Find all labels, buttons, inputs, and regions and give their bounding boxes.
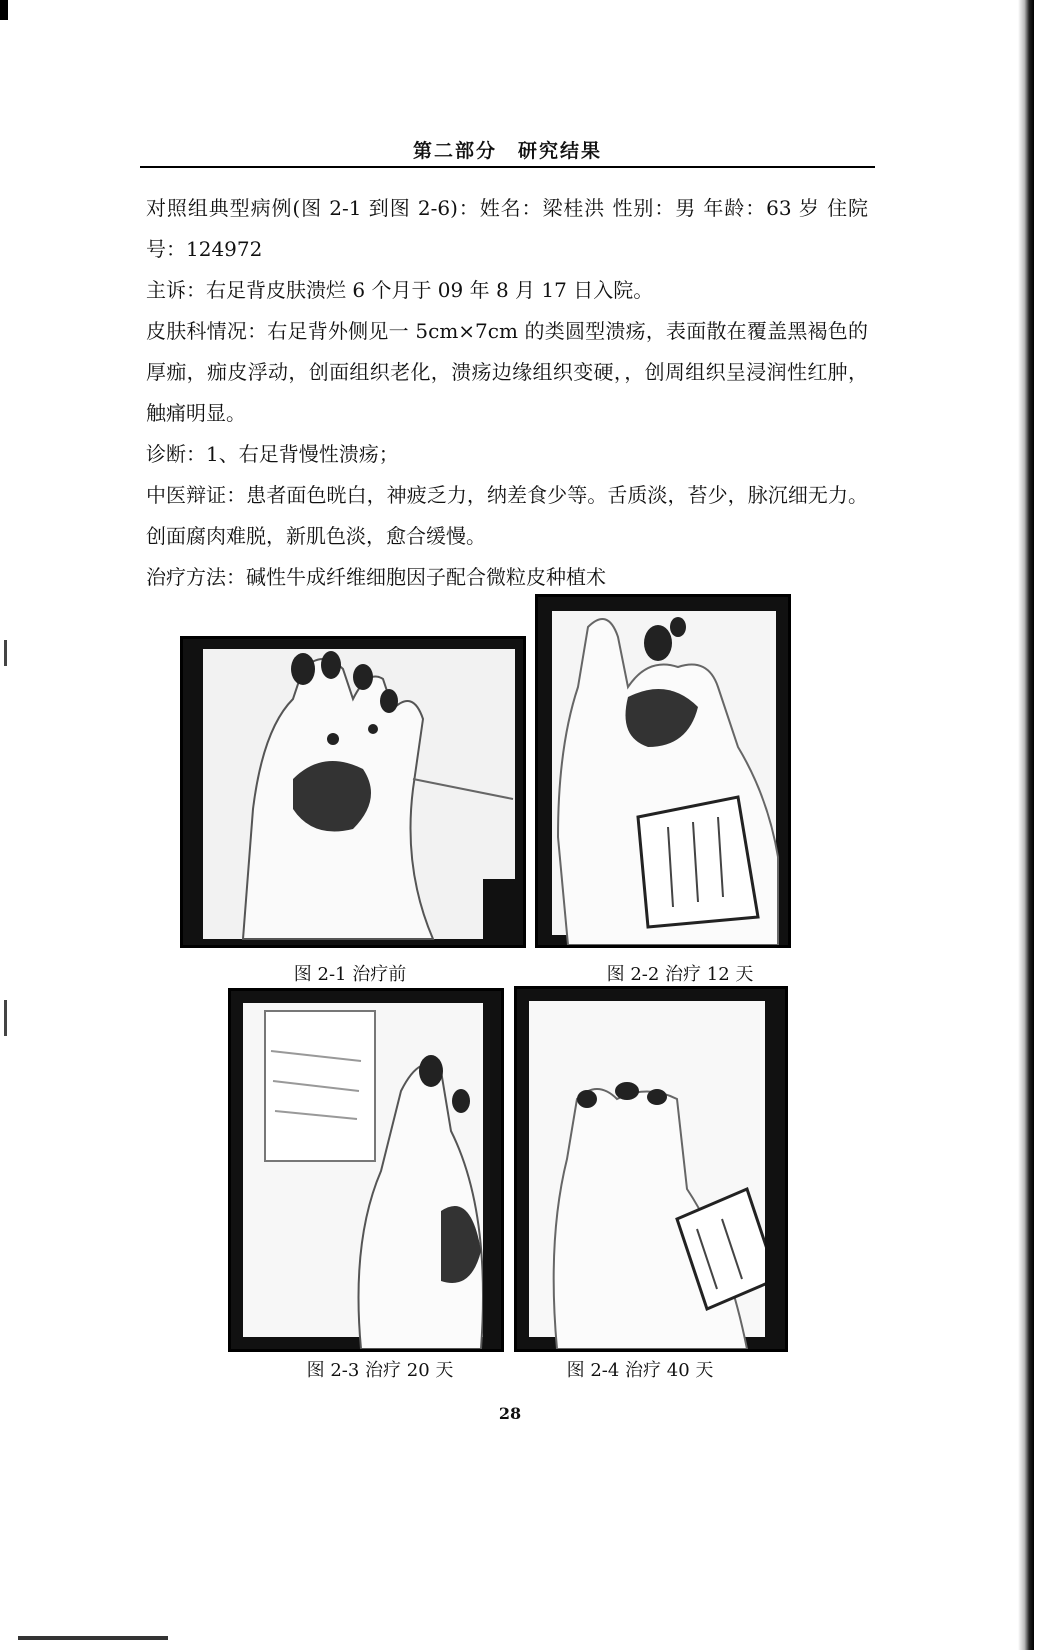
figure-caption-4: 图 2-4 治疗 40 天 xyxy=(566,1360,714,1381)
page-number: 28 xyxy=(498,1404,522,1423)
treatment-paragraph: 治疗方法：碱性牛成纤维细胞因子配合微粒皮种植术 xyxy=(146,565,606,589)
figure-photo-1 xyxy=(180,636,526,948)
chief-complaint-paragraph: 主诉：右足背皮肤溃烂 6 个月于 09 年 8 月 17 日入院。 xyxy=(146,278,654,302)
tcm-paragraph: 中医辩证：患者面色晄白，神疲乏力，纳差食少等。舌质淡，苔少，脉沉细无力。创面腐肉难脱，新肌色淡，愈合缓慢。 xyxy=(146,483,868,548)
case-intro-paragraph: 对照组典型病例(图 2-1 到图 2-6)：姓名：梁桂洪 性别：男 年龄：63 岁 住院号：124972 xyxy=(146,196,868,261)
figure-caption-1: 图 2-1 治疗前 xyxy=(293,964,407,985)
figure-photo-4 xyxy=(514,986,788,1352)
scan-edge xyxy=(18,1636,168,1640)
scan-mark xyxy=(4,1000,7,1036)
header-rule xyxy=(140,166,875,168)
dermatology-paragraph: 皮肤科情况：右足背外侧见一 5cm×7cm 的类圆型溃疡，表面散在覆盖黑褐色的厚痂，痂皮浮动，创面组织老化，溃疡边缘组织变硬，，创周组织呈浸润性红肿，触痛明显。 xyxy=(146,319,868,425)
diagnosis-paragraph: 诊断：1、右足背慢性溃疡； xyxy=(146,442,399,466)
running-header: 第二部分 研究结果 xyxy=(412,140,602,162)
case-description xyxy=(146,188,868,598)
scan-edge xyxy=(1018,0,1034,1650)
figure-photo-2 xyxy=(535,594,791,948)
figure-caption-2: 图 2-2 治疗 12 天 xyxy=(606,964,754,985)
figure-photo-3 xyxy=(228,988,504,1352)
scan-edge xyxy=(0,0,8,20)
scan-mark xyxy=(4,640,7,666)
figure-caption-3: 图 2-3 治疗 20 天 xyxy=(306,1360,454,1381)
